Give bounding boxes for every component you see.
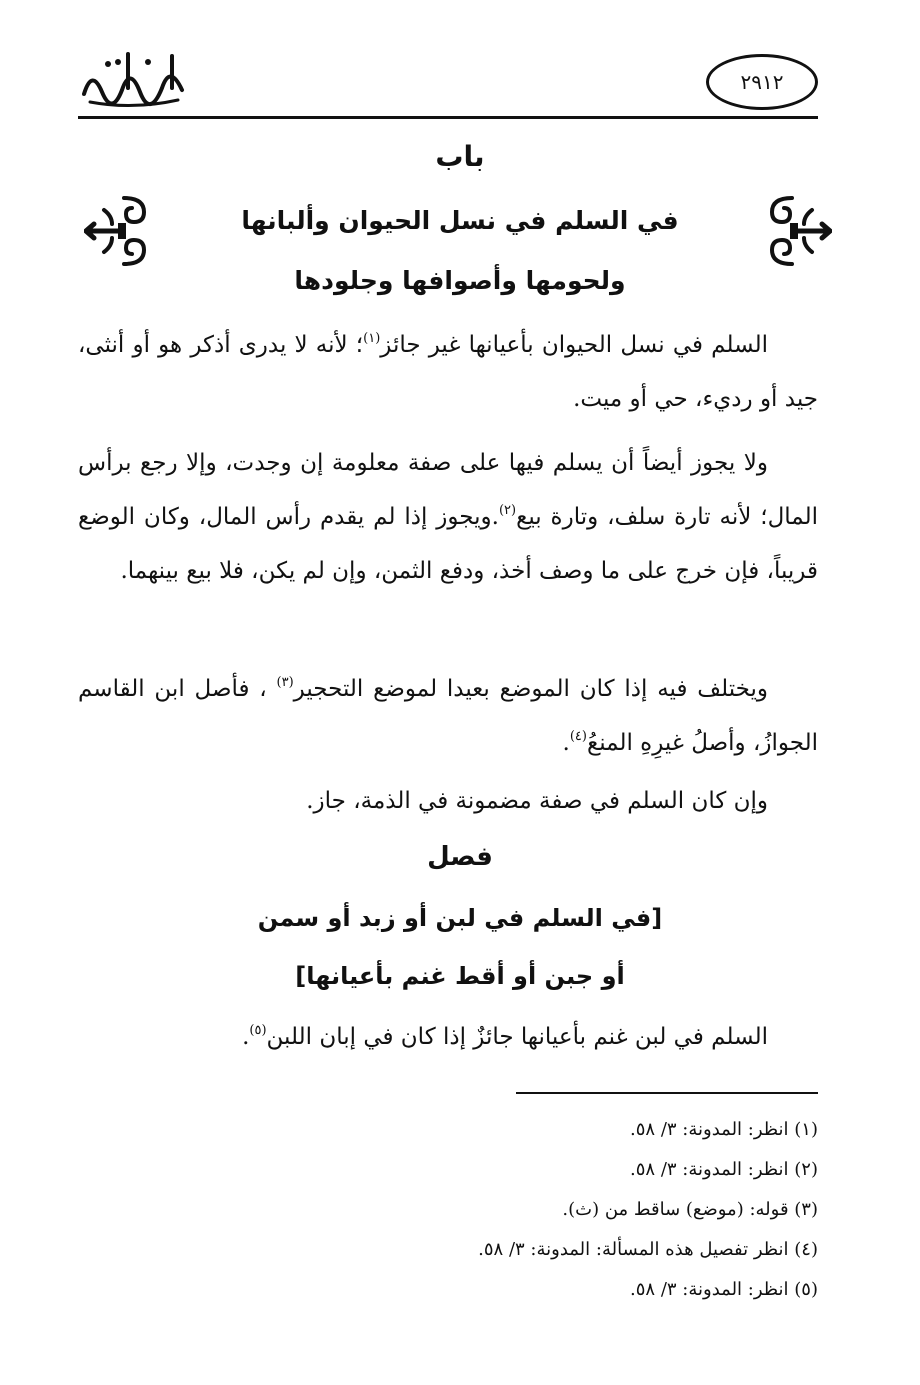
paragraph-text: . (242, 1024, 250, 1050)
footnote-ref: (٣) (276, 675, 294, 690)
paragraph-text: . (562, 730, 570, 756)
paragraph-2 (78, 436, 818, 598)
paragraph-text: السلم في لبن غنم بأعيانها جائزٌ إذا كان في إبان اللبن (266, 1024, 768, 1050)
footnote-ref: (١) (363, 331, 381, 346)
book-title-logo (78, 48, 188, 112)
page-number-badge (706, 54, 818, 110)
footnote-ref: (٤) (569, 729, 587, 744)
paragraph-5 (78, 1010, 818, 1064)
calligraphy-title-icon (78, 48, 188, 112)
footnote-4: (٤) انظر تفصيل هذه المسألة: المدونة: ٣/ ٥٨. (478, 1239, 818, 1260)
paragraph-text: السلم في نسل الحيوان بأعيانها غير جائز (380, 332, 769, 358)
paragraph-text: ولا يجوز أيضاً أن يسلم فيها على صفة معلومة إن وجدت، وإلا رجع برأس المال؛ لأنه تارة سلف، وتارة بيع (78, 450, 818, 530)
section-title-line-2: أو جبن أو أقط غنم بأعيانها] (295, 962, 625, 990)
paragraph-text: .ويجوز إذا لم يقدم رأس المال، وكان الوضع قريباً، فإن خرج على ما وصف أخذ، ودفع الثمن، وإن لم يكن، فلا بيع بينهما. (78, 504, 818, 584)
paragraph-3 (78, 662, 818, 770)
footnote-1: (١) انظر: المدونة: ٣/ ٥٨. (630, 1119, 818, 1140)
chapter-title-line-2: ولحومها وأصوافها وجلودها (294, 266, 626, 295)
page-number: ٢٩١٢ (740, 70, 784, 94)
paragraph-text: وإن كان السلم في صفة مضمونة في الذمة، جاز. (306, 788, 768, 814)
header-rule (78, 116, 818, 119)
running-header (78, 40, 818, 120)
section-heading: فصل (427, 842, 493, 872)
footnote-3: (٣) قوله: (موضع) ساقط من (ث). (562, 1199, 818, 1220)
chapter-title-line-1: في السلم في نسل الحيوان وألبانها (241, 206, 679, 235)
footnote-ref: (٢) (498, 503, 517, 518)
paragraph-1 (78, 318, 818, 426)
section-title-line-1: [في السلم في لبن أو زبد أو سمن (257, 904, 663, 932)
footnote-ref: (٥) (249, 1023, 267, 1038)
footnotes-list (78, 1110, 818, 1310)
footnote-2: (٢) انظر: المدونة: ٣/ ٥٨. (630, 1159, 818, 1180)
footnote-5: (٥) انظر: المدونة: ٣/ ٥٨. (630, 1279, 818, 1300)
paragraph-text: ويختلف فيه إذا كان الموضع بعيدا لموضع التحجير (293, 676, 768, 702)
paragraph-4 (78, 774, 818, 828)
paragraph-text: ؛ لأنه لا يدرى أذكر هو أو أنثى، جيد أو رديء، حي أو ميت. (78, 332, 818, 412)
chapter-heading: باب (435, 140, 485, 173)
footnote-separator (516, 1092, 818, 1094)
paragraph-text: ، فأصل ابن القاسم الجوازُ، وأصلُ غيرِهِ المنعُ (78, 676, 818, 756)
